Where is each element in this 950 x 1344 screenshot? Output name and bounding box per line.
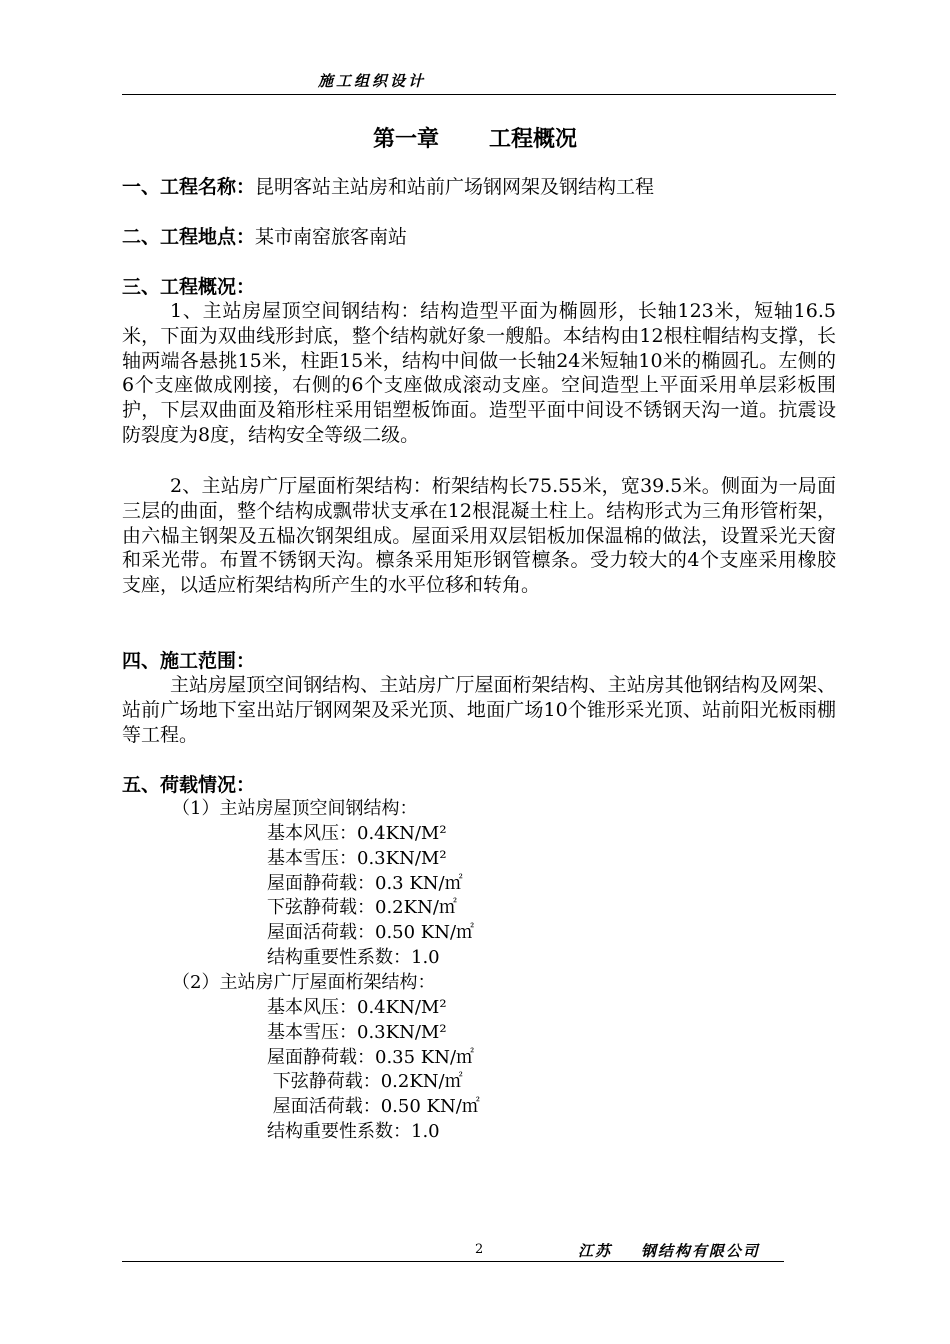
section-label: 五、荷载情况： (122, 774, 256, 796)
list-item: 基本雪压：0.3KN/M² (267, 847, 447, 869)
section-label: 四、施工范围： (122, 650, 256, 672)
section-label: 二、工程地点： (122, 226, 256, 248)
list-item: 基本风压：0.4KN/M² (267, 997, 447, 1018)
page-number: 2 (475, 1242, 484, 1257)
section-loads-heading (122, 773, 255, 797)
loads-group-1-list (267, 822, 474, 971)
chapter-title: 工程概况 (489, 127, 578, 152)
list-item: 屋面静荷载：0.35 KN/㎡ (267, 1046, 475, 1068)
list-item: 结构重要性系数：1.0 (267, 946, 440, 968)
section-overview-heading (122, 275, 255, 299)
section-scope-heading (122, 649, 255, 673)
loads-group-1-title: （1）主站房屋顶空间钢结构： (172, 798, 418, 819)
loads-group-2-list (267, 996, 480, 1145)
running-header: 施工组织设计 (318, 72, 427, 90)
list-item: 结构重要性系数：1.0 (267, 1120, 440, 1142)
list-item: 屋面活荷载：0.50 KN/㎡ (267, 922, 475, 944)
section-project-name (122, 175, 654, 199)
list-item: 屋面活荷载：0.50 KN/㎡ (267, 1096, 480, 1118)
section-value: 某市南窑旅客南站 (255, 226, 408, 248)
footer-rule (122, 1261, 784, 1262)
overview-paragraph-2: 2、主站房广厅屋面桁架结构：桁架结构长75.55米，宽39.5米。侧面为一局面三层的曲面，整个结构成飘带状支承在12根混凝土柱上。结构形式为三角形管桁架，由六榀主钢架及五榀次钢架组成。屋面采用双层铝板加保温棉的做法，设置采光天窗和采光带。布置不锈钢天沟。檩条采用矩形钢管檩条。受力较大的4个支座采用橡胶支座，以适应桁架结构所产生的水平位移和转角。 (122, 475, 836, 597)
list-item: 基本雪压：0.3KN/M² (267, 1021, 447, 1043)
section-project-location (122, 225, 407, 249)
loads-group-2-title: （2）主站房广厅屋面桁架结构： (172, 972, 436, 993)
section-label: 三、工程概况： (122, 276, 256, 298)
chapter-number: 第一章 (372, 127, 439, 152)
list-item: 下弦静荷载：0.2KN/㎡ (267, 1071, 463, 1093)
header-rule (122, 94, 836, 95)
chapter-heading (0, 122, 950, 153)
list-item: 基本风压：0.4KN/M² (267, 823, 447, 844)
section-label: 一、工程名称： (122, 176, 256, 198)
scope-paragraph: 主站房屋顶空间钢结构、主站房广厅屋面桁架结构、主站房其他钢结构及网架、站前广场地下室出站厅钢网架及采光顶、地面广场10个锥形采光顶、站前阳光板雨棚等工程。 (122, 674, 836, 746)
list-item: 下弦静荷载：0.2KN/㎡ (267, 897, 457, 919)
list-item: 屋面静荷载：0.3 KN/㎡ (267, 872, 463, 894)
section-value: 昆明客站主站房和站前广场钢网架及钢结构工程 (255, 176, 655, 198)
footer-company: 江苏 钢结构有限公司 (578, 1242, 760, 1260)
overview-paragraph-1: 1、主站房屋顶空间钢结构：结构造型平面为椭圆形，长轴123米，短轴16.5米，下面为双曲线形封底，整个结构就好象一艘船。本结构由12根柱帽结构支撑，长轴两端各悬挑15米，柱距15米，结构中间做一长轴24米短轴10米的椭圆孔。左侧的6个支座做成刚接，右侧的6个支座做成滚动支座。空间造型上平面采用单层彩板围护，下层双曲面及箱形柱采用铝塑板饰面。造型平面中间设不锈钢天沟一道。抗震设防裂度为8度，结构安全等级二级。 (122, 300, 836, 446)
